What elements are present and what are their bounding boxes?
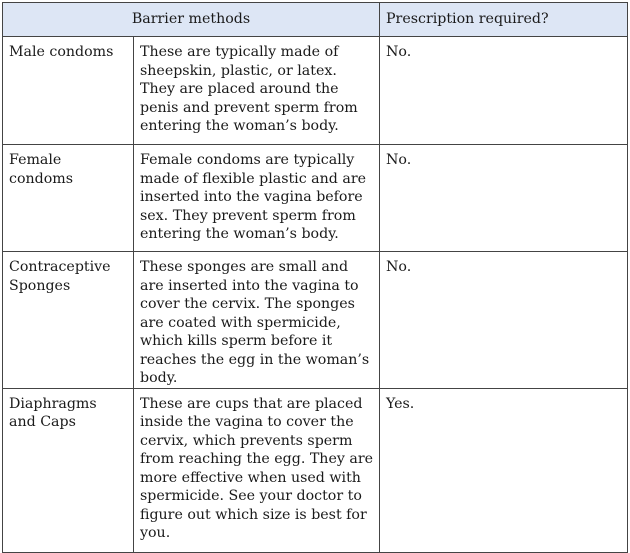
table-row <box>3 37 628 145</box>
method-name-cell: Diaphragms and Caps <box>3 388 134 552</box>
prescription-cell: No. <box>380 145 628 252</box>
method-description-cell: These sponges are small and are inserted into the vagina to cover the cervix. The sponges are coated with spermicide, which kills sperm before it reaches the egg in the woman’s body. <box>134 252 380 389</box>
table-row <box>3 388 628 552</box>
table-row <box>3 145 628 252</box>
method-name-cell: Male condoms <box>3 37 134 145</box>
method-description-cell: Female condoms are typically made of flexible plastic and are inserted into the vagina before sex. They prevent sperm from entering the woman’s body. <box>134 145 380 252</box>
table-header-row <box>3 3 628 37</box>
prescription-cell: No. <box>380 37 628 145</box>
prescription-cell: Yes. <box>380 388 628 552</box>
method-name-cell: Contraceptive Sponges <box>3 252 134 389</box>
method-description-cell: These are typically made of sheepskin, plastic, or latex. They are placed around the penis and prevent sperm from entering the woman’s body. <box>134 37 380 145</box>
header-prescription-required: Prescription required? <box>380 3 628 37</box>
header-barrier-methods: Barrier methods <box>3 3 380 37</box>
barrier-methods-table <box>2 2 628 553</box>
method-name-cell: Female condoms <box>3 145 134 252</box>
prescription-cell: No. <box>380 252 628 389</box>
method-description-cell: These are cups that are placed inside the vagina to cover the cervix, which prevents sperm from reaching the egg. They are more effective when used with spermicide. See your doctor to figure out which size is best for you. <box>134 388 380 552</box>
table-row <box>3 252 628 389</box>
